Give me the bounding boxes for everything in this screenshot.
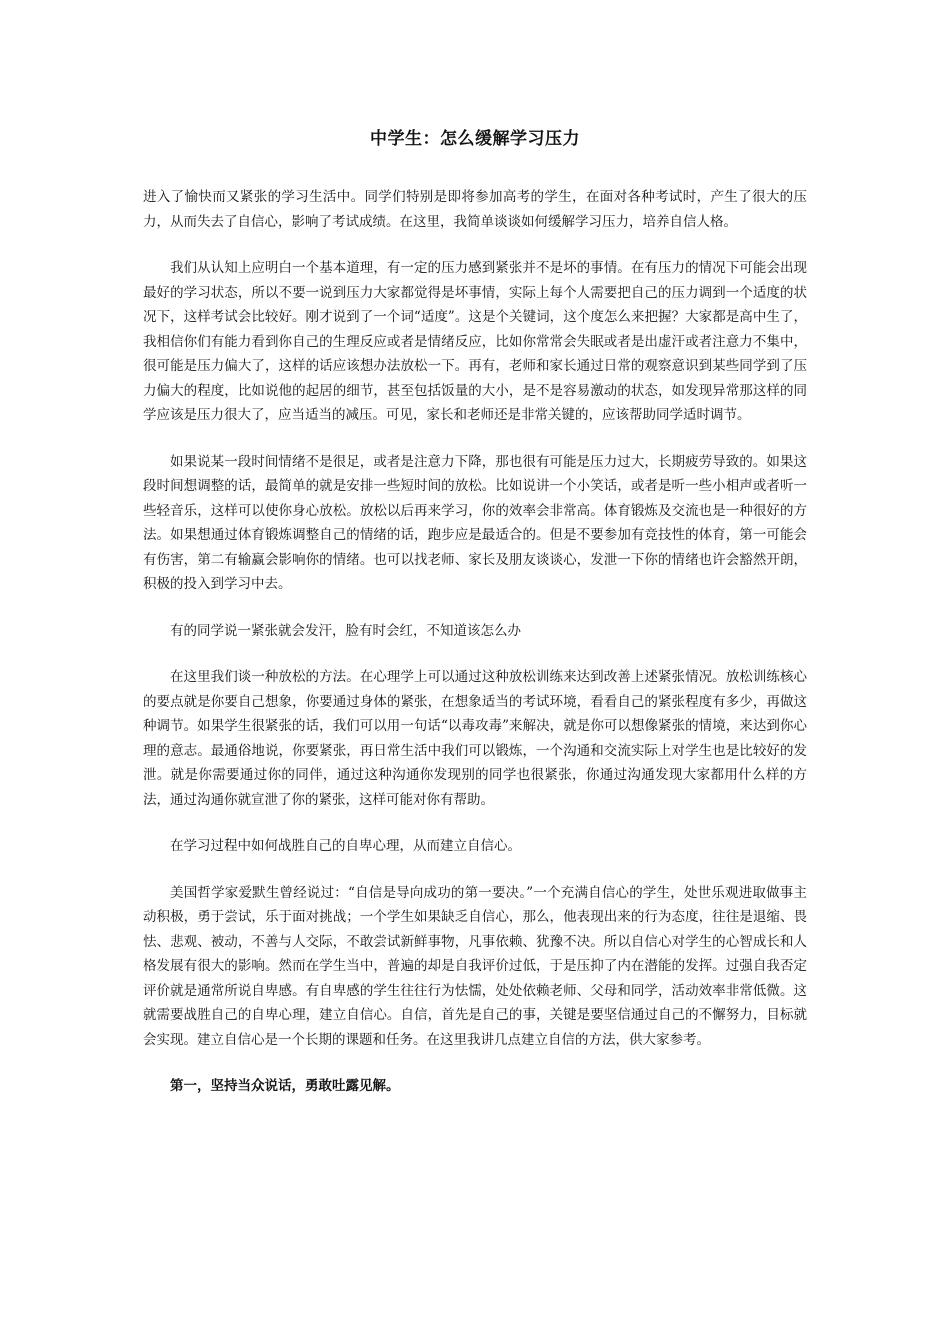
paragraph-intro: 进入了愉快而又紧张的学习生活中。同学们特别是即将参加高考的学生，在面对各种考试时，产生了很大的压力，从而失去了自信心，影响了考试成绩。在这里，我简单谈谈如何缓解学习压力，培养自信人格。: [143, 189, 807, 230]
paragraph-emerson: 美国哲学家爱默生曾经说过：“自信是导向成功的第一要决。”一个充满自信心的学生，处世乐观进取做事主动积极，勇于尝试，乐于面对挑战；一个学生如果缺乏自信心，那么，他表现出来的行为态度，往往是退缩、畏怯、悲观、被动，不善与人交际，不敢尝试新鲜事物，凡事依赖、犹豫不决。所以自信心对学生的心智成长和人格发展有很大的影响。然而在学生当中，普遍的却是自我评价过低，于是压抑了内在潜能的发挥。过强自我否定评价就是通常所说自卑感。有自卑感的学生往往行为怯懦，处处依赖老师、父母和同学，活动效率非常低微。这就需要战胜自己的自卑心理，建立自信心。自信，首先是自己的事，关键是要坚信通过自己的不懈努力，目标就会实现。建立自信心是一个长期的课题和任务。在这里我讲几点建立自信的方法，供大家参考。: [143, 884, 807, 1048]
paragraph-relaxation-method: 在这里我们谈一种放松的方法。在心理学上可以通过这种放松训练来达到改善上述紧张情况。放松训练核心的要点就是你要自己想象，你要通过身体的紧张，在想象适当的考试环境，看看自己的紧张程度有多少，再做这种调节。如果学生很紧张的话，我们可以用一句话“以毒攻毒”来解决，就是你可以想像紧张的情境，来达到你心理的意志。最通俗地说，你要紧张，再日常生活中我们可以锻炼，一个沟通和交流实际上对学生也是比较好的发泄。就是你需要通过你的同伴，通过这种沟通你发现别的同学也很紧张，你通过沟通发现大家都用什么样的方法，通过沟通你就宣泄了你的紧张，这样可能对你有帮助。: [143, 669, 807, 808]
paragraph-first-point: 第一，坚持当众说话，勇敢吐露见解。: [170, 1078, 400, 1094]
document-title: 中学生：怎么缓解学习压力: [370, 129, 580, 149]
paragraph-pressure-awareness: 我们从认知上应明白一个基本道理，有一定的压力感到紧张并不是坏的事情。在有压力的情况下可能会出现最好的学习状态，所以不要一说到压力大家都觉得是坏事情，实际上每个人需要把自己的压力调到一个适度的状况下，这样考试会比较好。刚才说到了一个词“适度”。这是个关键词，这个度怎么来把握？大家都是高中生了，我相信你们有能力看到你自己的生理反应或者是情绪反应，比如你常常会失眠或者是出虚汗或者注意力不集中，很可能是压力偏大了，这样的话应该想办法放松一下。再有，老师和家长通过日常的观察意识到某些同学到了压力偏大的程度，比如说他的起居的细节，甚至包括饭量的大小，是不是容易激动的状态，如发现异常那这样的同学应该是压力很大了，应当适当的减压。可见，家长和老师还是非常关键的，应该帮助同学适时调节。: [143, 260, 807, 423]
paragraph-relaxation-tips: 如果说某一段时间情绪不是很足，或者是注意力下降，那也很有可能是压力过大，长期疲劳导致的。如果这段时间想调整的话，最简单的就是安排一些短时间的放松。比如说讲一个小笑话，或者是听一些小相声或者听一些轻音乐，这样可以使你身心放松。放松以后再来学习，你的效率会非常高。体育锻炼及交流也是一种很好的方法。如果想通过体育锻炼调整自己的情绪的话，跑步应是最适合的。但是不要参加有竞技性的体育，第一可能会有伤害，第二有输赢会影响你的情绪。也可以找老师、家长及朋友谈谈心，发泄一下你的情绪也许会豁然开朗，积极的投入到学习中去。: [143, 453, 807, 592]
paragraph-question-sweating: 有的同学说一紧张就会发汗，脸有时会红，不知道该怎么办: [170, 622, 521, 639]
paragraph-question-self-confidence: 在学习过程中如何战胜自己的自卑心理，从而建立自信心。: [170, 838, 521, 854]
